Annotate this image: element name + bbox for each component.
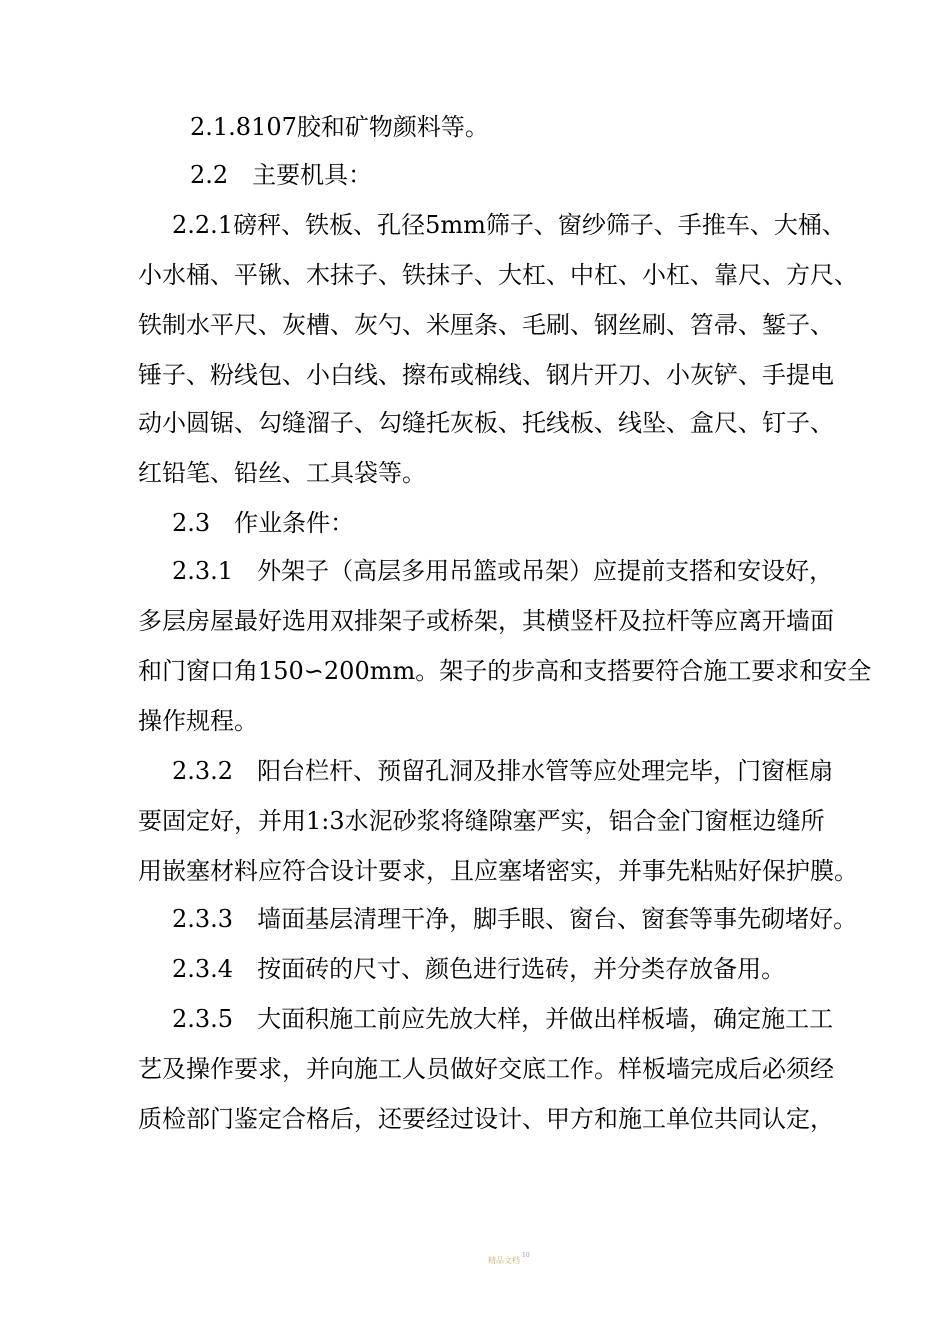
text-line: 2.3.1 外架子（高层多用吊篮或吊架）应提前支搭和安设好，: [172, 557, 834, 585]
page-number: 10: [522, 1252, 530, 1259]
text-line: 铁制水平尺、灰槽、灰勺、米厘条、毛刷、钢丝刷、笤帚、錾子、: [138, 311, 834, 339]
text-line: 2.1.8107胶和矿物颜料等。: [190, 113, 489, 141]
text-line: 操作规程。: [138, 707, 258, 735]
text-line: 用嵌塞材料应符合设计要求，且应塞堵密实，并事先粘贴好保护膜。: [138, 857, 858, 885]
text-line: 2.3.3 墙面基层清理干净，脚手眼、窗台、窗套等事先砌堵好。: [172, 905, 858, 933]
text-line: 多层房屋最好选用双排架子或桥架，其横竖杆及拉杆等应离开墙面: [138, 607, 834, 635]
text-line: 锤子、粉线包、小白线、擦布或棉线、钢片开刀、小灰铲、手提电: [138, 361, 834, 389]
text-line: 2.3.5 大面积施工前应先放大样，并做出样板墙，确定施工工: [172, 1005, 834, 1033]
text-line: 2.3.4 按面砖的尺寸、颜色进行选砖，并分类存放备用。: [172, 955, 786, 983]
text-line: 要固定好，并用1:3水泥砂浆将缝隙塞严实，铝合金门窗框边缝所: [138, 807, 825, 835]
section-heading: 2.2 主要机具：: [190, 161, 373, 189]
text-line: 质检部门鉴定合格后，还要经过设计、甲方和施工单位共同认定，: [138, 1105, 834, 1133]
text-line: 和门窗口角150∽200mm。架子的步高和支搭要符合施工要求和安全: [138, 657, 872, 685]
text-line: 小水桶、平锹、木抹子、铁抹子、大杠、中杠、小杠、靠尺、方尺、: [138, 261, 858, 289]
text-line: 2.2.1磅秤、铁板、孔径5mm筛子、窗纱筛子、手推车、大桶、: [172, 211, 846, 239]
section-heading: 2.3 作业条件：: [172, 509, 355, 537]
page-footer: [488, 1252, 530, 1267]
text-line: 红铅笔、铅丝、工具袋等。: [138, 459, 426, 487]
text-line: 2.3.2 阳台栏杆、预留孔洞及排水管等应处理完毕，门窗框扇: [172, 757, 834, 785]
text-line: 艺及操作要求，并向施工人员做好交底工作。样板墙完成后必须经: [138, 1055, 834, 1083]
text-line: 动小圆锯、勾缝溜子、勾缝托灰板、托线板、线坠、盒尺、钉子、: [138, 409, 834, 437]
footer-label: 精品文档: [488, 1256, 520, 1265]
